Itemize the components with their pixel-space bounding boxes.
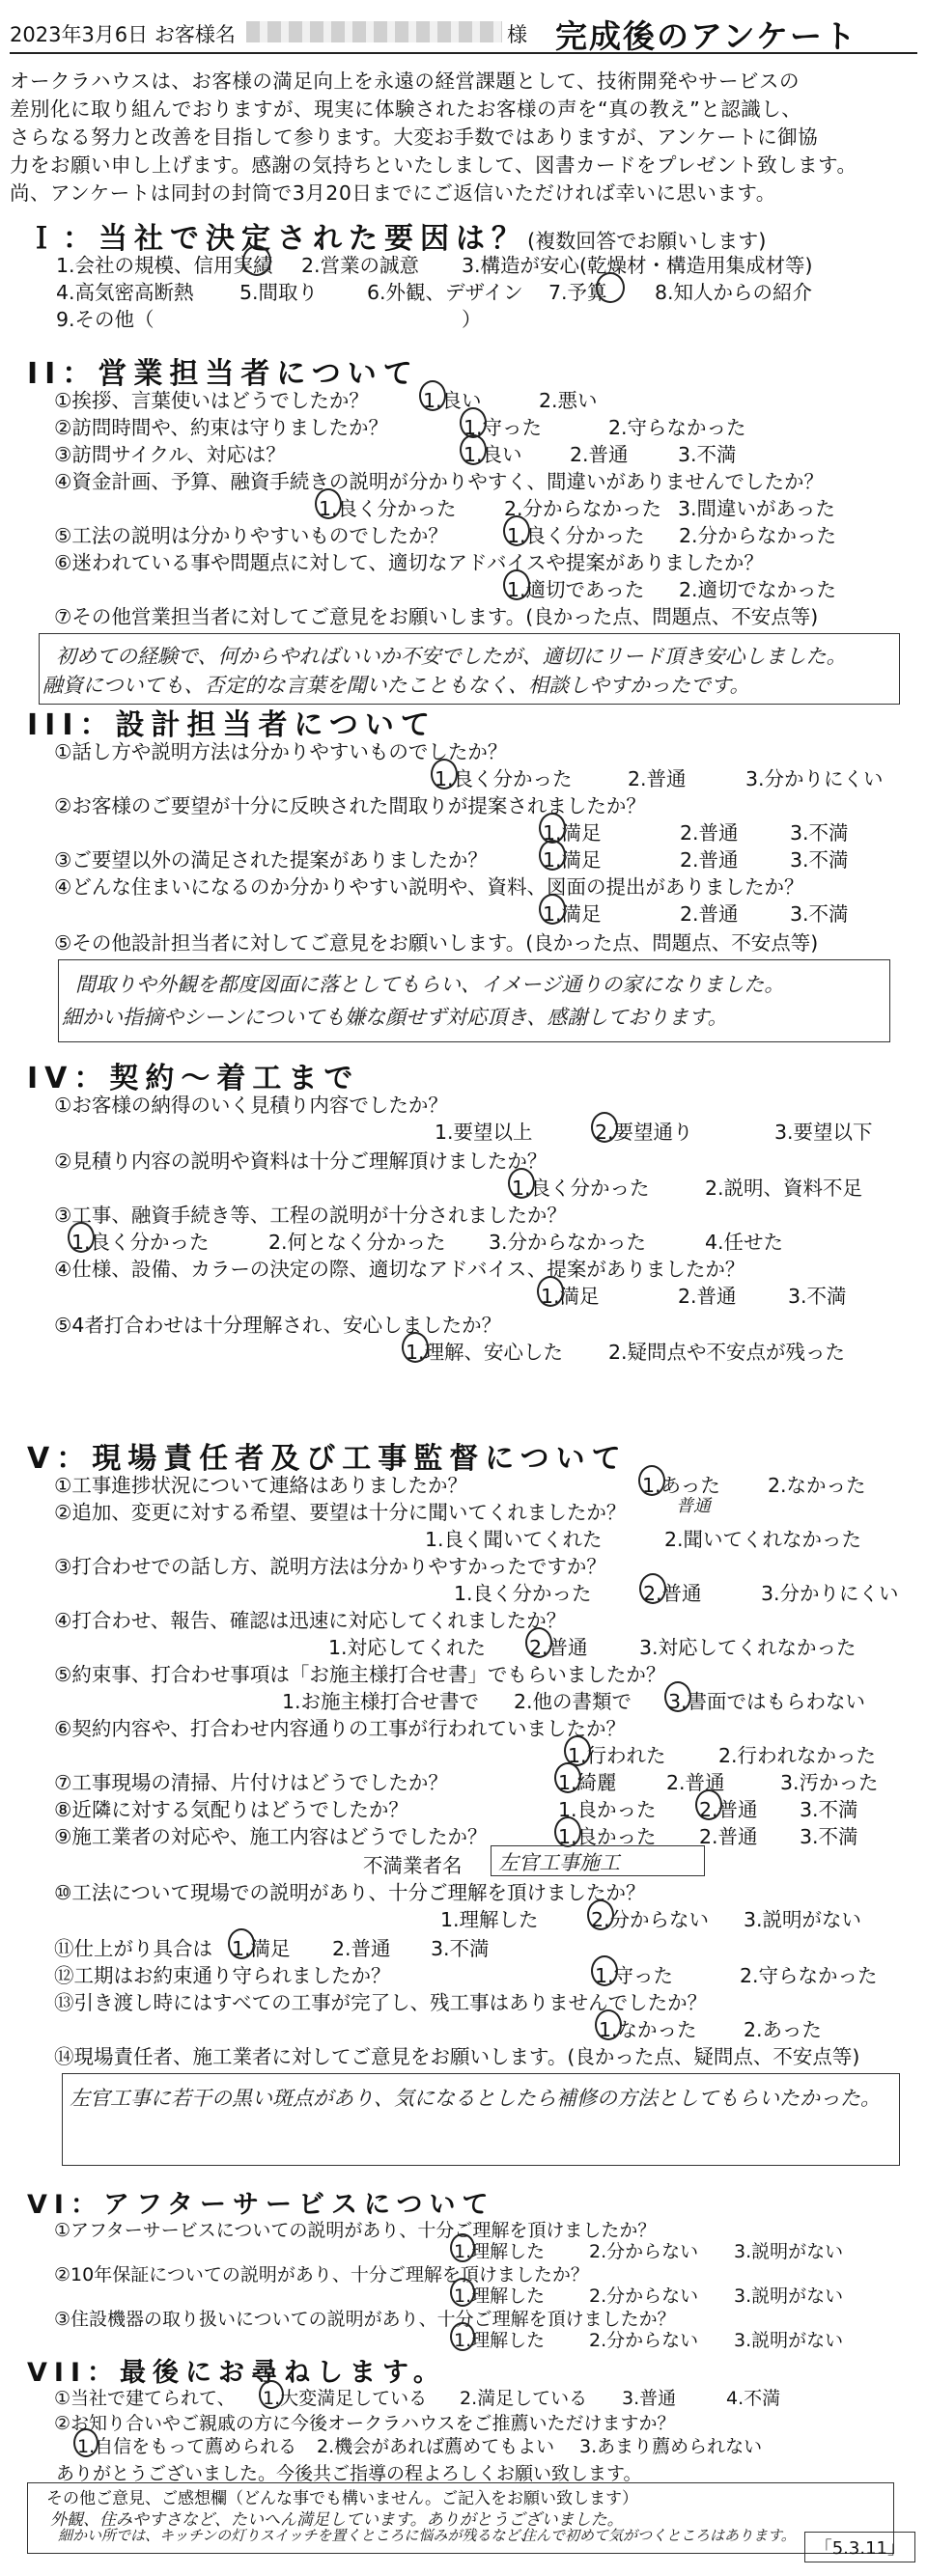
- section-7-title: VII：最後にお尋ねします。: [27, 2358, 446, 2388]
- question: ⑦工事現場の清掃、片付けはどうでしたか？: [54, 1771, 448, 1794]
- option[interactable]: 2.普通: [678, 1285, 737, 1308]
- answer-circle: [228, 1928, 255, 1959]
- question: ②10年保証についての説明があり、十分ご理解を頂けましたか？: [54, 2264, 589, 2285]
- option[interactable]: 3.不満: [800, 1798, 858, 1821]
- answer-circle: [587, 1899, 614, 1930]
- option[interactable]: 2.守らなかった: [740, 1964, 878, 1987]
- question: ⑭現場責任者、施工業者に対してご意見をお願いします。(良かった点、疑問点、不安点等): [54, 2045, 860, 2068]
- final-comment-label: その他ご意見、ご感想欄（どんな事でも構いません。ご記入をお願い致します）: [46, 2489, 639, 2508]
- received-date-stamp: 「5.3.11」: [804, 2532, 915, 2562]
- option[interactable]: 3.説明がない: [734, 2241, 844, 2262]
- question: ⑩工法について現場での説明があり、十分ご理解を頂けましたか？: [54, 1881, 646, 1904]
- section-3-title: III：設計担当者について: [27, 708, 436, 742]
- option[interactable]: 2.説明、資料不足: [705, 1177, 863, 1200]
- question: ③訪問サイクル、対応は？: [54, 443, 286, 466]
- option[interactable]: 4.不満: [726, 2388, 781, 2409]
- answer-circle: [591, 1112, 618, 1143]
- option[interactable]: 4.任せた: [705, 1231, 784, 1254]
- option[interactable]: 1.良く分かった: [319, 497, 457, 520]
- answer-circle: [639, 1573, 666, 1604]
- option[interactable]: 3.不満: [800, 1825, 858, 1848]
- survey-date: 2023年3月6日 お客様名: [10, 23, 236, 46]
- option[interactable]: 2.普通: [332, 1937, 391, 1960]
- answer-circle: [638, 1465, 665, 1496]
- question: ③打合わせでの話し方、説明方法は分かりやすかったですか？: [54, 1555, 606, 1578]
- question: ①話し方や説明方法は分かりやすいものでしたか？: [54, 740, 508, 763]
- question: ⑪仕上がり具合は: [54, 1937, 212, 1960]
- option[interactable]: 1.守った: [464, 416, 543, 439]
- option[interactable]: 2.あった: [744, 2018, 822, 2041]
- honorific: 様: [507, 23, 527, 46]
- answer-circle: [73, 2428, 98, 2457]
- divider: [0, 2172, 927, 2173]
- handwritten-comment: 左官工事に若干の黒い斑点があり、気になるとしたら補修の方法としてもらいたかった。: [70, 2087, 881, 2110]
- option[interactable]: 2.何となく分かった: [268, 1231, 446, 1254]
- question: ①お客様の納得のいく見積り内容でしたか？: [54, 1094, 448, 1117]
- answer-circle: [315, 488, 342, 519]
- option[interactable]: 2.普通: [643, 1582, 702, 1605]
- option[interactable]: 2.普通: [628, 767, 687, 790]
- option[interactable]: 1.良い: [423, 389, 482, 412]
- question: ③工事、融資手続き等、工程の説明が十分されましたか？: [54, 1204, 567, 1227]
- answer-circle: [591, 1955, 618, 1986]
- option[interactable]: 1.良く分かった: [435, 767, 573, 790]
- intro-line: 尚、アンケートは同封の封筒で3月20日までにご返信いただければ幸いに思います。: [10, 181, 776, 205]
- option[interactable]: 2.分からない: [589, 2285, 699, 2307]
- answer-circle: [539, 840, 566, 871]
- intro-line: オークラハウスは、お客様の満足向上を永遠の経営課題として、技術開発やサービスの: [10, 69, 800, 93]
- option[interactable]: 2.普通: [699, 1825, 758, 1848]
- question: ④打合わせ、報告、確認は迅速に対応してくれましたか？: [54, 1609, 567, 1632]
- section-4-title: IV：契約～着工まで: [27, 1062, 360, 1095]
- answer-circle: [525, 1627, 552, 1658]
- answer-circle: [419, 380, 446, 411]
- option[interactable]: 2.普通: [699, 1798, 758, 1821]
- option[interactable]: 1.良く分かった: [71, 1231, 210, 1254]
- handwritten-comment: 住んで初めて気がつくところはあります。: [521, 2527, 796, 2544]
- option[interactable]: 4.高気密高断熱: [56, 281, 194, 304]
- section-title-text: Ｉ：当社で決定された要因は？: [27, 222, 527, 256]
- option[interactable]: 3.書面ではもらわない: [668, 1690, 866, 1713]
- option[interactable]: 3.説明がない: [734, 2330, 844, 2351]
- option[interactable]: 2.なかった: [768, 1474, 866, 1497]
- question: ⑬引き渡し時にはすべての工事が完了し、残工事はありませんでしたか？: [54, 1991, 708, 2014]
- handwritten-comment: 間取りや外観を都度図面に落としてもらい、イメージ通りの家になりました。: [75, 973, 785, 996]
- question: ①当社で建てられて、: [54, 2388, 236, 2409]
- question: ⑥迷われている事や問題点に対して、適切なアドバイスや提案がありましたか？: [54, 551, 764, 574]
- option[interactable]: 2.普通: [529, 1636, 588, 1659]
- option-bracket: ）: [462, 308, 482, 331]
- form-header: [10, 10, 917, 54]
- intro-paragraph: [10, 68, 908, 208]
- option[interactable]: 1.理解した: [454, 2285, 546, 2307]
- option[interactable]: 2.分からなかった: [504, 497, 662, 520]
- question: ⑦その他営業担当者に対してご意見をお願いします。(良かった点、問題点、不安点等): [54, 605, 819, 628]
- handwritten-comment: 初めての経験で、何からやればいいか不安でしたが、適切にリード頂き安心しました。: [56, 645, 847, 668]
- option[interactable]: 2.営業の誠意: [301, 254, 420, 277]
- answer-circle: [664, 1681, 691, 1712]
- option[interactable]: 2.要望通り: [595, 1121, 693, 1144]
- option[interactable]: 3.普通: [622, 2388, 677, 2409]
- question: ⑤その他設計担当者に対してご意見をお願いします。(良かった点、問題点、不安点等): [54, 931, 819, 955]
- question: ④資金計画、予算、融資手続きの説明が分かりやすく、間違いがありませんでしたか？: [54, 470, 824, 493]
- option[interactable]: 2.機会があれば薦めてもよい: [317, 2436, 555, 2457]
- answer-circle: [402, 1332, 429, 1363]
- intro-line: 力をお願い申し上げます。感謝の気持ちといたしまして、図書カードをプレゼント致します。: [10, 153, 857, 177]
- answer-circle: [450, 2322, 475, 2351]
- handwritten-comment: 細かい所では、キッチンの灯りスイッチを置くところに悩みが残るなど、: [58, 2527, 535, 2544]
- option[interactable]: 1.要望以上: [435, 1121, 533, 1144]
- question: ①アフターサービスについての説明があり、十分ご理解を頂けましたか？: [54, 2220, 657, 2241]
- option[interactable]: 2.他の書類で: [514, 1690, 632, 1713]
- option[interactable]: 1.満足: [543, 902, 602, 926]
- option[interactable]: 2.疑問点や不安点が残った: [608, 1341, 846, 1364]
- option[interactable]: 2.行われなかった: [718, 1744, 877, 1767]
- answer-circle: [460, 434, 487, 465]
- thanks-message: ありがとうございました。今後共ご指導の程よろしくお願い致します。: [56, 2463, 642, 2484]
- option[interactable]: 3.分かりにくい: [745, 767, 884, 790]
- option[interactable]: 1.なかった: [599, 2018, 697, 2041]
- option[interactable]: 1.あった: [642, 1474, 720, 1497]
- option[interactable]: 1.大変満足している: [263, 2388, 428, 2409]
- option[interactable]: 1.良く分かった: [512, 1177, 650, 1200]
- option[interactable]: 2.普通: [680, 848, 739, 872]
- option[interactable]: 1.理解した: [454, 2330, 546, 2351]
- answer-circle: [596, 272, 625, 303]
- option[interactable]: 2.普通: [680, 902, 739, 926]
- answer-circle: [68, 1222, 95, 1253]
- answer-circle: [537, 1276, 564, 1307]
- question: ⑤4者打合わせは十分理解され、安心しましたか？: [54, 1314, 502, 1337]
- answer-circle: [695, 1789, 722, 1820]
- field-label: 不満業者名: [363, 1854, 463, 1877]
- answer-circle: [508, 1168, 535, 1199]
- option[interactable]: 2.普通: [570, 443, 629, 466]
- section-subtitle: (複数回答でお願いします): [527, 230, 767, 253]
- option[interactable]: 3.不満: [431, 1937, 490, 1960]
- option[interactable]: 3.構造が安心(乾燥材・構造用集成材等): [462, 254, 813, 277]
- option[interactable]: 1.満足: [543, 848, 602, 872]
- option[interactable]: 2.分からない: [589, 2241, 699, 2262]
- option[interactable]: 3.不満: [788, 1285, 847, 1308]
- handwritten-note: 普通: [676, 1496, 711, 1516]
- question: ⑨施工業者の対応や、施工内容はどうでしたか？: [54, 1825, 488, 1848]
- handwritten-comment: 融資についても、否定的な言葉を聞いたこともなく、相談しやすかったです。: [42, 674, 750, 697]
- question: ⑧近隣に対する気配りはどうでしたか？: [54, 1798, 408, 1821]
- question: ⑥契約内容や、打合わせ内容通りの工事が行われていましたか？: [54, 1717, 626, 1740]
- option[interactable]: 2.聞いてくれなかった: [664, 1528, 862, 1551]
- answer-circle: [503, 569, 530, 600]
- question: ①挨拶、言葉使いはどうでしたか？: [54, 389, 369, 412]
- question: ②お客様のご要望が十分に反映された間取りが提案されましたか？: [54, 794, 646, 817]
- option[interactable]: 7.予算: [548, 281, 607, 304]
- question: ②お知り合いやご親戚の方に今後オークラハウスをご推薦いただけますか？: [54, 2413, 676, 2434]
- option[interactable]: 3.汚かった: [780, 1771, 879, 1794]
- option[interactable]: 1.会社の規模、信用実績: [56, 254, 273, 277]
- option[interactable]: 6.外観、デザイン: [367, 281, 523, 304]
- option[interactable]: 5.間取り: [239, 281, 319, 304]
- option[interactable]: 1.理解、安心した: [406, 1341, 564, 1364]
- option[interactable]: 1.良かった: [558, 1798, 657, 1821]
- answer-circle: [595, 2009, 622, 2040]
- handwritten-comment: 外観、住みやすさなど、たいへん満足しています。ありがとうございました。: [50, 2510, 624, 2530]
- option[interactable]: 1.良く分かった: [454, 1582, 592, 1605]
- answer-circle: [242, 245, 271, 276]
- question: ④仕様、設備、カラーの決定の際、適切なアドバイス、提案がありましたか？: [54, 1258, 745, 1281]
- option[interactable]: 2.適切でなかった: [679, 578, 837, 601]
- answer-circle: [450, 2278, 475, 2307]
- answer-circle: [554, 1762, 581, 1793]
- option[interactable]: 2.普通: [666, 1771, 725, 1794]
- answer-circle: [554, 1816, 581, 1847]
- answer-circle: [450, 2233, 475, 2262]
- option[interactable]: 1.お施主様打合せ書で: [282, 1690, 480, 1713]
- answer-circle: [503, 515, 530, 546]
- option[interactable]: 3.分かりにくい: [761, 1582, 899, 1605]
- question: ②見積り内容の説明や資料は十分ご理解頂けましたか？: [54, 1150, 548, 1173]
- option[interactable]: 1.行われた: [568, 1744, 666, 1767]
- option[interactable]: 9.その他（: [56, 308, 154, 331]
- option[interactable]: 3.不満: [790, 848, 849, 872]
- option[interactable]: 1.満足: [543, 821, 602, 845]
- option[interactable]: 3.説明がない: [744, 1908, 862, 1931]
- question: ③住設機器の取り扱いについての説明があり、十分ご理解を頂けましたか？: [54, 2309, 676, 2330]
- handwritten-comment: 細かい指摘やシーンについても嫌な顔せず対応頂き、感謝しております。: [62, 1006, 728, 1029]
- question: ②追加、変更に対する希望、要望は十分に聞いてくれましたか？: [54, 1501, 627, 1524]
- option[interactable]: 2.分からなかった: [679, 524, 837, 547]
- option[interactable]: 1.理解した: [440, 1908, 539, 1931]
- option[interactable]: 1.良い: [464, 443, 522, 466]
- option[interactable]: 3.要望以下: [774, 1121, 873, 1144]
- option[interactable]: 2.満足している: [460, 2388, 588, 2409]
- intro-line: 差別化に取り組んでおりますが、現実に体験されたお客様の声を“真の教え”と認識し、: [10, 97, 802, 121]
- option[interactable]: 2.悪い: [539, 389, 598, 412]
- option[interactable]: 8.知人からの紹介: [655, 281, 813, 304]
- option[interactable]: 2.分からない: [589, 2330, 699, 2351]
- section-6-title: VI：アフターサービスについて: [27, 2190, 495, 2220]
- answer-circle: [431, 759, 458, 789]
- intro-line: さらなる努力と改善を目指して参ります。大変お手数ではありますが、アンケートに御協: [10, 125, 819, 149]
- option[interactable]: 3.不満: [790, 821, 849, 845]
- option[interactable]: 1.適切であった: [507, 578, 645, 601]
- question: ①工事進捗状況について連絡はありましたか？: [54, 1474, 467, 1497]
- option[interactable]: 3.説明がない: [734, 2285, 844, 2307]
- option[interactable]: 1.良く聞いてくれた: [425, 1528, 603, 1551]
- option[interactable]: 3.不満: [678, 443, 737, 466]
- question: ②訪問時間や、約束は守りましたか？: [54, 416, 388, 439]
- option[interactable]: 1.対応してくれた: [328, 1636, 487, 1659]
- question: ⑤工法の説明は分かりやすいものでしたか？: [54, 524, 448, 547]
- question: ⑫工期はお約束通り守られましたか？: [54, 1964, 391, 1987]
- option[interactable]: 2.普通: [680, 821, 739, 845]
- form-title: 完成後のアンケート: [555, 17, 858, 55]
- option[interactable]: 1.綺麗: [558, 1771, 617, 1794]
- answer-circle: [539, 894, 566, 925]
- section-2-title: II：営業担当者について: [27, 357, 419, 391]
- option[interactable]: 1.守った: [595, 1964, 674, 1987]
- option[interactable]: 3.分からなかった: [489, 1231, 647, 1254]
- handwritten-vendor-name: 左官工事施工: [498, 1851, 620, 1874]
- option[interactable]: 1.満足: [232, 1937, 291, 1960]
- option[interactable]: 2.守らなかった: [608, 416, 746, 439]
- answer-circle: [259, 2380, 284, 2409]
- option[interactable]: 1.自信をもって薦められる: [77, 2436, 297, 2457]
- question: ③ご要望以外の満足された提案がありましたか？: [54, 848, 488, 872]
- option[interactable]: 1.満足: [541, 1285, 600, 1308]
- section-5-title: V：現場責任者及び工事監督について: [27, 1442, 628, 1476]
- option[interactable]: 3.あまり薦められない: [579, 2436, 763, 2457]
- option[interactable]: 2.分からない: [591, 1908, 710, 1931]
- option[interactable]: 3.不満: [790, 902, 849, 926]
- option[interactable]: 1.理解した: [454, 2241, 546, 2262]
- redacted-customer-name: [246, 21, 502, 42]
- option[interactable]: 3.間違いがあった: [678, 497, 835, 520]
- option[interactable]: 1.良かった: [558, 1825, 657, 1848]
- question: ⑤約束事、打合わせ事項は「お施主様打合せ書」でもらいましたか？: [54, 1663, 666, 1686]
- option[interactable]: 1.良く分かった: [507, 524, 645, 547]
- option[interactable]: 3.対応してくれなかった: [639, 1636, 857, 1659]
- question: ④どんな住まいになるのか分かりやすい説明や、資料、図面の提出がありましたか？: [54, 875, 804, 899]
